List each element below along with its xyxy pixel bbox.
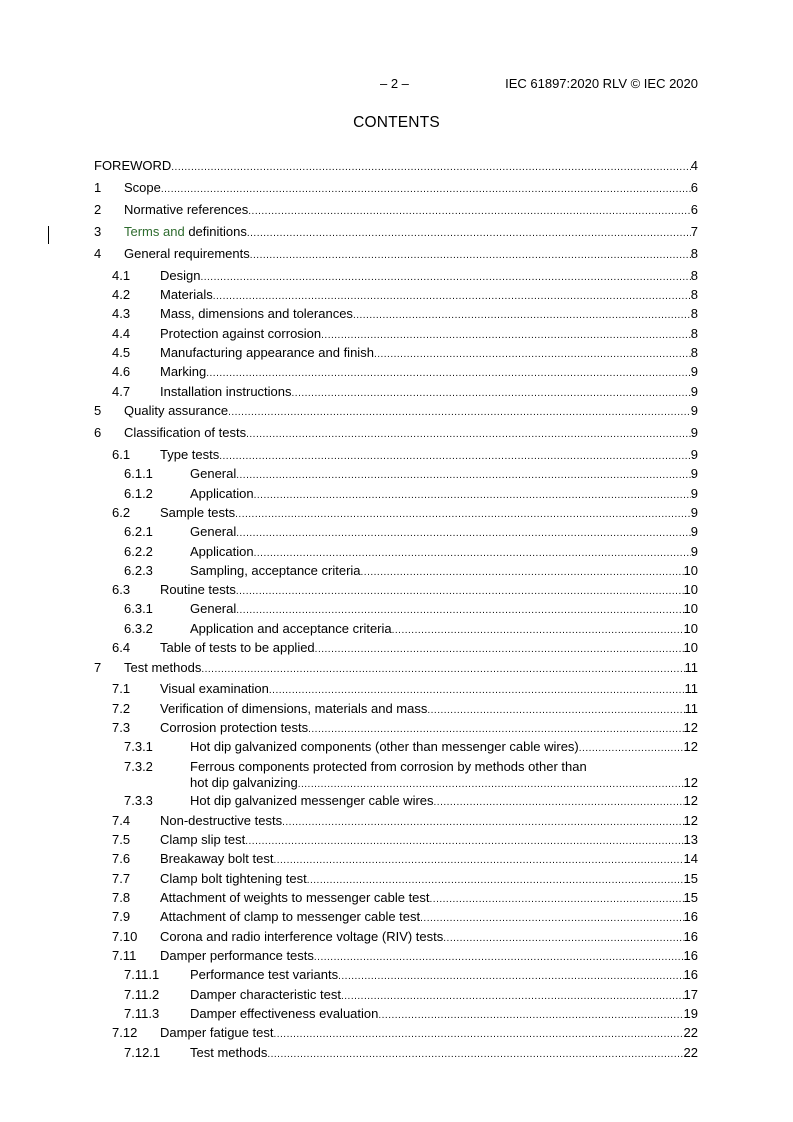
toc-entry-7-11-3[interactable] (94, 1006, 698, 1022)
toc-label: Design (160, 268, 201, 283)
toc-entry-6-3[interactable] (94, 582, 698, 598)
toc-page: 9 (690, 384, 698, 399)
toc-entry-2[interactable] (94, 202, 698, 218)
contents-title: CONTENTS (353, 114, 440, 131)
leader-dots (213, 289, 691, 305)
toc-page: 12 (683, 775, 698, 790)
toc-page: 9 (690, 544, 698, 559)
toc-number: 7.3.1 (124, 739, 153, 754)
leader-dots (341, 989, 684, 1005)
leader-dots (250, 248, 691, 264)
toc-page: 9 (690, 364, 698, 379)
toc-page: 19 (683, 1006, 698, 1021)
toc-label: Application and acceptance criteria (190, 621, 392, 636)
toc-label: Sample tests (160, 505, 236, 520)
toc-label: Type tests (160, 447, 220, 462)
toc-number: 4.3 (112, 306, 131, 321)
change-bar (48, 226, 49, 244)
toc-page: 8 (690, 326, 698, 341)
toc-number: 4 (94, 246, 102, 261)
toc-page: 9 (690, 447, 698, 462)
toc-label: Table of tests to be applied (160, 640, 315, 655)
leader-dots (200, 270, 690, 286)
toc-number: 4.5 (112, 345, 131, 360)
toc-number: 7.5 (112, 832, 131, 847)
toc-entry-4-4[interactable] (94, 326, 698, 342)
toc-page: 8 (690, 268, 698, 283)
leader-dots (374, 347, 691, 363)
toc-number: 7.10 (112, 929, 138, 944)
toc-page: 10 (683, 601, 698, 616)
toc-label: General requirements (124, 246, 250, 261)
toc-page: 9 (690, 505, 698, 520)
toc-entry-4-2[interactable] (94, 287, 698, 303)
toc-page: 17 (683, 987, 698, 1002)
toc-entry-7-11-1[interactable] (94, 967, 698, 983)
leader-dots (219, 449, 691, 465)
toc-number: 7.1 (112, 681, 131, 696)
toc-entry-7-10[interactable] (94, 929, 698, 945)
leader-dots (579, 741, 684, 757)
toc-label: Damper performance tests (160, 948, 314, 963)
toc-label: Breakaway bolt test (160, 851, 274, 866)
toc-label: Protection against corrosion (160, 326, 322, 341)
toc-label: Hot dip galvanized messenger cable wires (190, 793, 434, 808)
leader-dots (392, 623, 684, 639)
toc-label: Corona and radio interference voltage (RIV) tests (160, 929, 444, 944)
leader-dots (228, 405, 691, 421)
toc-number: 7.3.3 (124, 793, 153, 808)
toc-number: 4.7 (112, 384, 131, 399)
toc-page: 13 (683, 832, 698, 847)
toc-entry-5[interactable] (94, 403, 698, 419)
toc-label: General (190, 466, 237, 481)
toc-entry-7-3-1[interactable] (94, 739, 698, 755)
leader-dots (246, 427, 691, 443)
toc-page: 14 (683, 851, 698, 866)
toc-page: 22 (683, 1025, 698, 1040)
toc-page: 6 (690, 180, 698, 195)
toc-label: Clamp bolt tightening test (160, 871, 307, 886)
toc-page: 12 (683, 720, 698, 735)
toc-number: 4.4 (112, 326, 131, 341)
toc-label: Quality assurance (124, 403, 229, 418)
toc-label: Application (190, 486, 254, 501)
leader-dots (298, 777, 684, 793)
toc-number: 7.3.2 (124, 759, 153, 774)
leader-dots (254, 488, 691, 504)
leader-dots (314, 950, 684, 966)
toc-label: Routine tests (160, 582, 236, 597)
leader-dots (236, 584, 684, 600)
toc-number: 7.11 (112, 948, 137, 963)
leader-dots (427, 703, 684, 719)
leader-dots (443, 931, 683, 947)
leader-dots (315, 642, 684, 658)
toc-entry-7-11[interactable] (94, 948, 698, 964)
toc-label: Attachment of clamp to messenger cable test (160, 909, 421, 924)
toc-entry-4-5[interactable] (94, 345, 698, 361)
leader-dots (308, 722, 683, 738)
leader-dots (378, 1008, 683, 1024)
toc-label: Performance test variants (190, 967, 339, 982)
toc-page: 15 (683, 871, 698, 886)
toc-page: 8 (690, 287, 698, 302)
leader-dots (273, 1027, 683, 1043)
toc-number: 2 (94, 202, 102, 217)
toc-entry-6-4[interactable] (94, 640, 698, 656)
toc-page: 16 (683, 929, 698, 944)
toc-entry-6-2-3[interactable] (94, 563, 698, 579)
toc-label: Test methods (124, 660, 202, 675)
toc-number: 4.2 (112, 287, 131, 302)
toc-entry-6-2[interactable] (94, 505, 698, 521)
leader-dots (292, 386, 691, 402)
leader-dots (420, 911, 683, 927)
toc-page: 9 (690, 403, 698, 418)
toc-page: 8 (690, 345, 698, 360)
toc-page: 12 (683, 739, 698, 754)
toc-entry-6-1-2[interactable] (94, 486, 698, 502)
toc-number: 6.3.1 (124, 601, 153, 616)
page-number: – 2 – (380, 76, 409, 91)
toc-page: 6 (690, 202, 698, 217)
toc-page: 7 (690, 224, 698, 239)
toc-number: 7.9 (112, 909, 131, 924)
toc-number: 6.4 (112, 640, 131, 655)
toc-entry-7-11-2[interactable] (94, 987, 698, 1003)
toc-label: Corrosion protection tests (160, 720, 309, 735)
toc-page: 9 (690, 425, 698, 440)
toc-number: 6.3 (112, 582, 131, 597)
toc-number: 7.3 (112, 720, 131, 735)
leader-dots (267, 1047, 683, 1063)
leader-dots (236, 526, 691, 542)
toc-page: 12 (683, 813, 698, 828)
leader-dots (254, 546, 691, 562)
toc-entry-7-7[interactable] (94, 871, 698, 887)
toc-number: 4.6 (112, 364, 131, 379)
toc-label: Visual examination (160, 681, 269, 696)
toc-page: 9 (690, 466, 698, 481)
toc-number: 5 (94, 403, 102, 418)
toc-number: 6.1.1 (124, 466, 153, 481)
toc-entry-6[interactable] (94, 425, 698, 441)
toc-number: 6.3.2 (124, 621, 153, 636)
leader-dots (353, 308, 691, 324)
toc-label: Hot dip galvanized components (other than messenger cable wires) (190, 739, 579, 754)
toc-page: 16 (683, 948, 698, 963)
toc-label: Non-destructive tests (160, 813, 283, 828)
toc-label-line2: hot dip galvanizing (190, 775, 298, 790)
toc-entry-7[interactable] (94, 660, 698, 676)
toc-entry-7-4[interactable] (94, 813, 698, 829)
leader-dots (236, 468, 691, 484)
leader-dots (161, 182, 691, 198)
toc-entry-1[interactable] (94, 180, 698, 196)
leader-dots (248, 204, 690, 220)
toc-number: 6.2.1 (124, 524, 153, 539)
toc-number: 7.11.2 (124, 987, 160, 1002)
toc-entry-7-6[interactable] (94, 851, 698, 867)
page-header (0, 76, 793, 92)
toc-number: 6.1 (112, 447, 131, 462)
toc-entry-4-1[interactable] (94, 268, 698, 284)
toc-label: Damper effectiveness evaluation (190, 1006, 379, 1021)
toc-number: 7.11.1 (124, 967, 160, 982)
toc-entry-4-6[interactable] (94, 364, 698, 380)
toc-entry-foreword[interactable] (94, 158, 698, 174)
toc-number: 7.4 (112, 813, 131, 828)
toc-entry-7-3-2[interactable] (94, 759, 698, 791)
toc-page: 11 (684, 681, 698, 696)
toc-entry-7-8[interactable] (94, 890, 698, 906)
toc-label-line1: Ferrous components protected from corrosion by methods other than (190, 759, 587, 774)
toc-page: 11 (684, 660, 698, 675)
changed-text: Terms and (124, 224, 185, 239)
toc-entry-7-3-3[interactable] (94, 793, 698, 809)
toc-number: 7 (94, 660, 102, 675)
toc-number: 7.12.1 (124, 1045, 161, 1060)
toc-entry-7-1[interactable] (94, 681, 698, 697)
toc-page: 8 (690, 306, 698, 321)
toc-page: 4 (690, 158, 698, 173)
toc-number: 7.11.3 (124, 1006, 160, 1021)
toc-page: 16 (683, 909, 698, 924)
toc-number: 7.6 (112, 851, 131, 866)
toc-entry-7-2[interactable] (94, 701, 698, 717)
leader-dots (247, 226, 691, 242)
toc-label: Manufacturing appearance and finish (160, 345, 374, 360)
toc-label: Damper fatigue test (160, 1025, 274, 1040)
leader-dots (245, 834, 683, 850)
leader-dots (430, 892, 684, 908)
toc-label: Sampling, acceptance criteria (190, 563, 361, 578)
toc-label: Attachment of weights to messenger cable test (160, 890, 430, 905)
toc-entry-7-5[interactable] (94, 832, 698, 848)
toc-entry-6-3-2[interactable] (94, 621, 698, 637)
toc-entry-6-2-1[interactable] (94, 524, 698, 540)
toc-entry-3[interactable] (94, 224, 698, 240)
toc-page: 16 (683, 967, 698, 982)
leader-dots (269, 683, 685, 699)
toc-label: Marking (160, 364, 207, 379)
toc-page: 9 (690, 486, 698, 501)
toc-label: FOREWORD (94, 158, 172, 173)
toc-page: 10 (683, 563, 698, 578)
toc-page: 10 (683, 582, 698, 597)
toc-entry-6-1-1[interactable] (94, 466, 698, 482)
leader-dots (171, 160, 690, 176)
toc-label: Clamp slip test (160, 832, 246, 847)
leader-dots (236, 603, 683, 619)
leader-dots (282, 815, 683, 831)
leader-dots (235, 507, 691, 523)
leader-dots (338, 969, 683, 985)
leader-dots (434, 795, 684, 811)
toc-page: 10 (683, 621, 698, 636)
toc-entry-4[interactable] (94, 246, 698, 262)
toc-label: General (190, 601, 237, 616)
toc-label: Materials (160, 287, 213, 302)
toc-page: 15 (683, 890, 698, 905)
toc-entry-7-9[interactable] (94, 909, 698, 925)
toc-label: Installation instructions (160, 384, 292, 399)
label-rest: definitions (184, 224, 247, 239)
toc-page: 12 (683, 793, 698, 808)
toc-page: 9 (690, 524, 698, 539)
toc-number: 3 (94, 224, 102, 239)
toc-number: 6.2.2 (124, 544, 153, 559)
toc-label: Classification of tests (124, 425, 247, 440)
toc-label: Test methods (190, 1045, 268, 1060)
toc-page: 11 (684, 701, 698, 716)
toc-label: Damper characteristic test (190, 987, 341, 1002)
leader-dots (206, 366, 691, 382)
toc-label: Application (190, 544, 254, 559)
toc-number: 7.8 (112, 890, 131, 905)
leader-dots (273, 853, 683, 869)
toc-number: 6.2.3 (124, 563, 153, 578)
toc-page: 10 (683, 640, 698, 655)
toc-number: 6.1.2 (124, 486, 153, 501)
toc-entry-6-2-2[interactable] (94, 544, 698, 560)
toc-label: Mass, dimensions and tolerances (160, 306, 353, 321)
toc-entry-6-1[interactable] (94, 447, 698, 463)
toc-entry-6-3-1[interactable] (94, 601, 698, 617)
toc-label (124, 224, 247, 240)
leader-dots (201, 662, 684, 678)
toc-entry-4-7[interactable] (94, 384, 698, 400)
leader-dots (361, 565, 684, 581)
document-reference: IEC 61897:2020 RLV © IEC 2020 (505, 76, 698, 91)
toc-number: 7.2 (112, 701, 131, 716)
toc-number: 7.7 (112, 871, 131, 886)
toc-label: General (190, 524, 237, 539)
toc-number: 6 (94, 425, 102, 440)
toc-page: 8 (690, 246, 698, 261)
toc-page: 22 (683, 1045, 698, 1060)
toc-number: 7.12 (112, 1025, 138, 1040)
toc-number: 4.1 (112, 268, 131, 283)
toc-label: Verification of dimensions, materials and mass (160, 701, 428, 716)
toc-label: Scope (124, 180, 161, 195)
toc-entry-7-3[interactable] (94, 720, 698, 736)
toc-entry-7-12[interactable] (94, 1025, 698, 1041)
leader-dots (321, 328, 691, 344)
toc-number: 1 (94, 180, 102, 195)
leader-dots (307, 873, 684, 889)
toc-entry-4-3[interactable] (94, 306, 698, 322)
toc-entry-7-12-1[interactable] (94, 1045, 698, 1061)
toc-label: Normative references (124, 202, 249, 217)
toc-number: 6.2 (112, 505, 131, 520)
